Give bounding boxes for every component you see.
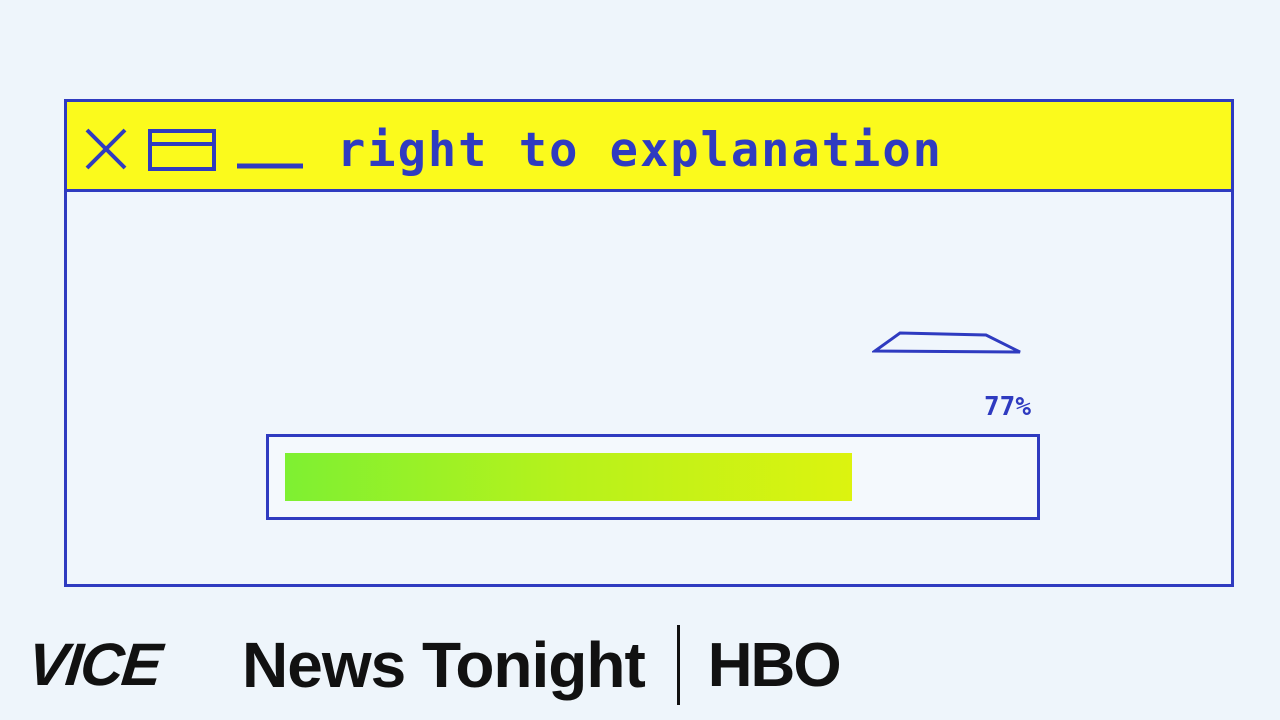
title-bar — [67, 102, 1231, 192]
brand-footer — [24, 625, 840, 705]
minimize-icon[interactable] — [237, 162, 303, 170]
app-window — [64, 99, 1234, 587]
brand-divider — [677, 625, 680, 705]
window-title: right to explanation — [337, 123, 943, 178]
progress-bar — [266, 434, 1040, 520]
progress-percent-label: 77% — [984, 392, 1031, 422]
show-title: News Tonight — [242, 629, 645, 701]
hbo-logo: HBO — [707, 630, 840, 700]
progress-bar-fill — [285, 453, 852, 501]
vice-logo-text: VICE — [24, 631, 164, 698]
vice-logo — [24, 631, 218, 698]
window-icon[interactable] — [147, 128, 217, 172]
close-icon[interactable] — [83, 126, 129, 172]
floating-bar-shape — [872, 330, 1024, 356]
